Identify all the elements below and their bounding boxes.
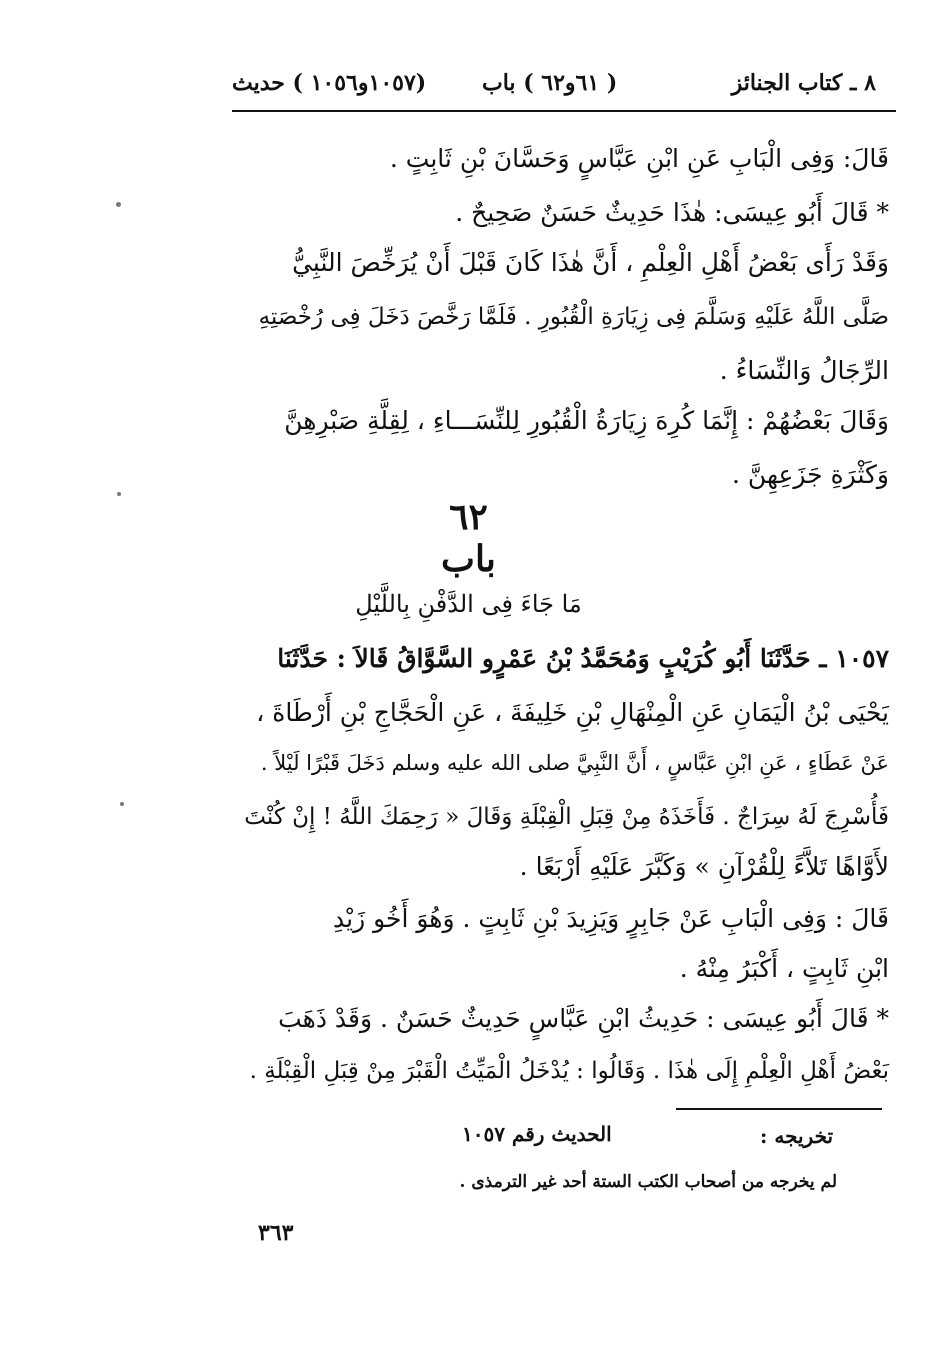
text-line: يَحْيَى بْنُ الْيَمَانِ عَنِ الْمِنْهَالِ بْنِ خَلِيفَةَ ، عَنِ الْحَجَّاجِ بْنِ أَرْطَاةَ ، <box>256 698 889 727</box>
text-line: وَكَثْرَةِ جَزَعِهِنَّ . <box>732 460 889 489</box>
chapter-number: ٦٢ <box>449 496 488 538</box>
text-line: قَالَ: وَفِى الْبَابِ عَنِ ابْنِ عَبَّاسٍ وَحَسَّانَ بْنِ ثَابِتٍ . <box>389 144 889 173</box>
header-book-title: ٨ ـ كتاب الجنائز <box>731 70 876 96</box>
footnote-text: لم يخرجه من أصحاب الكتب الستة أحد غير الترمذى . <box>459 1172 837 1192</box>
header-rule <box>232 110 896 112</box>
text-line: * قَالَ أَبُو عِيسَى: هٰذَا حَدِيثٌ حَسَنٌ صَحِيحٌ . <box>455 198 889 227</box>
footnote-reference: الحديث رقم ١٠٥٧ <box>462 1122 612 1146</box>
text-line: عَنْ عَطَاءٍ ، عَنِ ابْنِ عَبَّاسٍ ، أَنَّ النَّبِيَّ صلى الله عليه وسلم دَخَلَ قَبْرًا لَيْلاً . <box>260 751 889 775</box>
page-number: ٣٦٣ <box>258 1220 294 1246</box>
text-line: صَلَّى اللَّهُ عَلَيْهِ وَسَلَّمَ فِى زِيَارَةِ الْقُبُورِ . فَلَمَّا رَخَّصَ دَخَلَ فِى رُخْصَتِهِ <box>258 304 889 330</box>
footnote-rule <box>676 1108 882 1110</box>
text-line: فَأُسْرِجَ لَهُ سِرَاجٌ . فَأَخَذَهُ مِنْ قِبَلِ الْقِبْلَةِ وَقَالَ « رَحِمَكَ اللَّهُ ! إِنْ كُنْتَ <box>244 804 889 830</box>
hadith-number-line: ١٠٥٧ ـ حَدَّثَنَا أَبُو كُرَيْبٍ وَمُحَمَّدُ بْنُ عَمْرٍو السَّوَّاقُ قَالاَ : حَدَّثَنَا <box>277 644 889 673</box>
scan-speck <box>120 802 124 806</box>
text-line: بَعْضُ أَهْلِ الْعِلْمِ إِلَى هٰذَا . وَقَالُوا : يُدْخَلُ الْمَيِّتُ الْقَبْرَ مِنْ قِبَلِ الْقِبْلَةِ . <box>249 1058 889 1084</box>
text-line: لأَوَّاهًا تَلاَّءً لِلْقُرْآنِ » وَكَبَّرَ عَلَيْهِ أَرْبَعًا . <box>519 852 889 881</box>
text-line: * قَالَ أَبُو عِيسَى : حَدِيثُ ابْنِ عَبَّاسٍ حَدِيثٌ حَسَنٌ . وَقَدْ ذَهَبَ <box>278 1004 889 1033</box>
text-line: وَقَالَ بَعْضُهُمْ : إِنَّمَا كُرِهَ زِيَارَةُ الْقُبُورِ لِلنِّسَـــاءِ ، لِقِلَّةِ صَبْرِهِنَّ <box>284 406 889 435</box>
scan-speck <box>117 492 121 496</box>
scan-speck <box>116 202 121 207</box>
chapter-title: مَا جَاءَ فِى الدَّفْنِ بِاللَّيْلِ <box>355 590 582 618</box>
chapter-heading: باب <box>441 538 496 580</box>
header-hadith-range: (١٠٥٧و١٠٥٦ ) حديث <box>232 70 427 96</box>
text-line: وَقَدْ رَأَى بَعْضُ أَهْلِ الْعِلْمِ ، أَنَّ هٰذَا كَانَ قَبْلَ أَنْ يُرَخِّصَ النَّبِيُّ <box>292 248 889 277</box>
header-chapter-range: ( ٦١و٦٢ ) باب <box>482 70 618 96</box>
footnote-label: تخريجه : <box>760 1124 834 1148</box>
text-line: قَالَ : وَفِى الْبَابِ عَنْ جَابِرٍ وَيَزِيدَ بْنِ ثَابِتٍ . وَهُوَ أَخُو زَيْدِ <box>333 904 889 933</box>
text-line: الرِّجَالُ وَالنِّسَاءُ . <box>719 356 889 385</box>
text-line: ابْنِ ثَابِتٍ ، أَكْبَرُ مِنْهُ . <box>679 954 889 983</box>
running-header <box>232 64 896 106</box>
